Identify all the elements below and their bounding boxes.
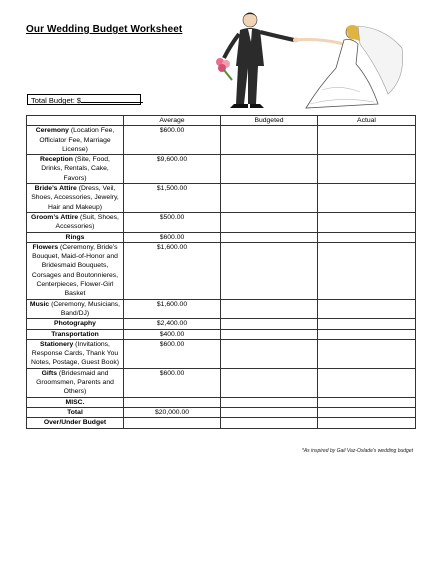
row-average: $1,600.00 bbox=[124, 299, 221, 319]
table-header-row bbox=[27, 116, 416, 126]
table-row bbox=[27, 368, 416, 397]
row-item bbox=[27, 212, 124, 232]
row-actual-cell[interactable] bbox=[318, 339, 416, 368]
row-budgeted-cell[interactable] bbox=[221, 126, 318, 155]
table-row bbox=[27, 299, 416, 319]
row-actual-cell[interactable] bbox=[318, 319, 416, 329]
row-average bbox=[124, 418, 221, 428]
row-average: $500.00 bbox=[124, 212, 221, 232]
table-row bbox=[27, 126, 416, 155]
page-title: Our Wedding Budget Worksheet bbox=[26, 24, 183, 35]
row-item-name: Gifts bbox=[41, 369, 58, 377]
table-row bbox=[27, 184, 416, 213]
row-budgeted-cell[interactable] bbox=[221, 155, 318, 184]
row-actual-cell[interactable] bbox=[318, 242, 416, 299]
row-actual-cell[interactable] bbox=[318, 299, 416, 319]
row-actual-cell[interactable] bbox=[318, 155, 416, 184]
row-item-name: Over/Under Budget bbox=[43, 419, 107, 427]
table-row bbox=[27, 242, 416, 299]
row-actual-cell[interactable] bbox=[318, 329, 416, 339]
row-actual-cell[interactable] bbox=[318, 126, 416, 155]
row-average: $20,000.00 bbox=[124, 407, 221, 417]
row-item bbox=[27, 299, 124, 319]
row-item-detail: (Invitations, Response Cards, Thank You Notes, Postage, Guest Book) bbox=[30, 340, 120, 367]
row-item-detail: (Suit, Shoes, Accessories) bbox=[55, 213, 119, 231]
row-budgeted-cell[interactable] bbox=[221, 397, 318, 407]
row-item-name: Music bbox=[29, 300, 50, 308]
footnote: *As inspired by Gail Vaz-Oxlade's wedding budget bbox=[301, 448, 413, 454]
table-row bbox=[27, 329, 416, 339]
row-average: $1,500.00 bbox=[124, 184, 221, 213]
budget-table bbox=[26, 115, 416, 429]
row-item-name: Transportation bbox=[51, 330, 99, 338]
row-budgeted-cell[interactable] bbox=[221, 418, 318, 428]
row-item bbox=[27, 339, 124, 368]
row-item bbox=[27, 368, 124, 397]
row-item bbox=[27, 329, 124, 339]
row-actual-cell[interactable] bbox=[318, 212, 416, 232]
row-average: $400.00 bbox=[124, 329, 221, 339]
row-item bbox=[27, 126, 124, 155]
row-actual-cell[interactable] bbox=[318, 368, 416, 397]
row-item-name: Total bbox=[67, 408, 83, 416]
row-average bbox=[124, 397, 221, 407]
header-actual: Actual bbox=[318, 116, 416, 126]
row-budgeted-cell[interactable] bbox=[221, 407, 318, 417]
row-budgeted-cell[interactable] bbox=[221, 329, 318, 339]
row-item bbox=[27, 319, 124, 329]
row-actual-cell[interactable] bbox=[318, 418, 416, 428]
dancing-couple-illustration bbox=[210, 8, 410, 112]
row-budgeted-cell[interactable] bbox=[221, 232, 318, 242]
total-budget-blank[interactable] bbox=[81, 95, 143, 103]
row-item-name: MISC. bbox=[65, 398, 85, 406]
table-row bbox=[27, 232, 416, 242]
row-item bbox=[27, 184, 124, 213]
row-budgeted-cell[interactable] bbox=[221, 299, 318, 319]
table-row bbox=[27, 212, 416, 232]
row-item-detail: (Bridesmaid and Groomsmen, Parents and Others) bbox=[36, 369, 114, 396]
row-budgeted-cell[interactable] bbox=[221, 339, 318, 368]
row-average: $600.00 bbox=[124, 232, 221, 242]
row-item bbox=[27, 397, 124, 407]
row-average: $600.00 bbox=[124, 368, 221, 397]
row-item-name: Flowers bbox=[32, 243, 59, 251]
row-item bbox=[27, 407, 124, 417]
row-average: $2,400.00 bbox=[124, 319, 221, 329]
table-row bbox=[27, 397, 416, 407]
row-item bbox=[27, 232, 124, 242]
row-budgeted-cell[interactable] bbox=[221, 184, 318, 213]
row-item bbox=[27, 418, 124, 428]
row-budgeted-cell[interactable] bbox=[221, 212, 318, 232]
table-row bbox=[27, 418, 416, 428]
row-item-name: Rings bbox=[65, 233, 85, 241]
table-row bbox=[27, 407, 416, 417]
row-budgeted-cell[interactable] bbox=[221, 368, 318, 397]
row-item-name: Reception bbox=[40, 156, 73, 164]
row-actual-cell[interactable] bbox=[318, 397, 416, 407]
table-row bbox=[27, 319, 416, 329]
row-item-detail: (Ceremony, Musicians, Band/DJ) bbox=[49, 300, 121, 317]
row-item-name: Stationery bbox=[40, 340, 74, 348]
row-item-detail: (Dress, Veil, Shoes, Accessories, Jewelry, Hair and Makeup) bbox=[31, 185, 119, 211]
row-item-name: Photography bbox=[54, 320, 96, 328]
header-average: Average bbox=[124, 116, 221, 126]
row-average: $600.00 bbox=[124, 126, 221, 155]
row-item-name: Bride’s Attire bbox=[34, 185, 77, 193]
row-average: $600.00 bbox=[124, 339, 221, 368]
total-budget-label: Total Budget: $ bbox=[31, 96, 82, 105]
row-budgeted-cell[interactable] bbox=[221, 319, 318, 329]
row-actual-cell[interactable] bbox=[318, 407, 416, 417]
table-row bbox=[27, 339, 416, 368]
row-item-name: Groom’s Attire bbox=[31, 213, 79, 221]
row-item-detail: (Ceremony, Bride’s Bouquet, Maid-of-Honor and Bridesmaid Bouquets, Corsages and Boutonnieres, Centerpieces, Flower-Girl Basket bbox=[31, 243, 119, 298]
row-actual-cell[interactable] bbox=[318, 232, 416, 242]
table-row bbox=[27, 155, 416, 184]
row-average: $9,600.00 bbox=[124, 155, 221, 184]
header-budgeted: Budgeted bbox=[221, 116, 318, 126]
total-budget-field[interactable] bbox=[27, 94, 141, 105]
row-item bbox=[27, 155, 124, 184]
header-item bbox=[27, 116, 124, 126]
row-item-detail: (Site, Food, Drinks, Rentals, Cake, Favors) bbox=[41, 156, 110, 182]
row-item-detail: (Location Fee, Officiator Fee, Marriage License) bbox=[39, 127, 115, 153]
row-budgeted-cell[interactable] bbox=[221, 242, 318, 299]
row-average: $1,600.00 bbox=[124, 242, 221, 299]
row-actual-cell[interactable] bbox=[318, 184, 416, 213]
row-item-name: Ceremony bbox=[35, 127, 69, 135]
row-item bbox=[27, 242, 124, 299]
